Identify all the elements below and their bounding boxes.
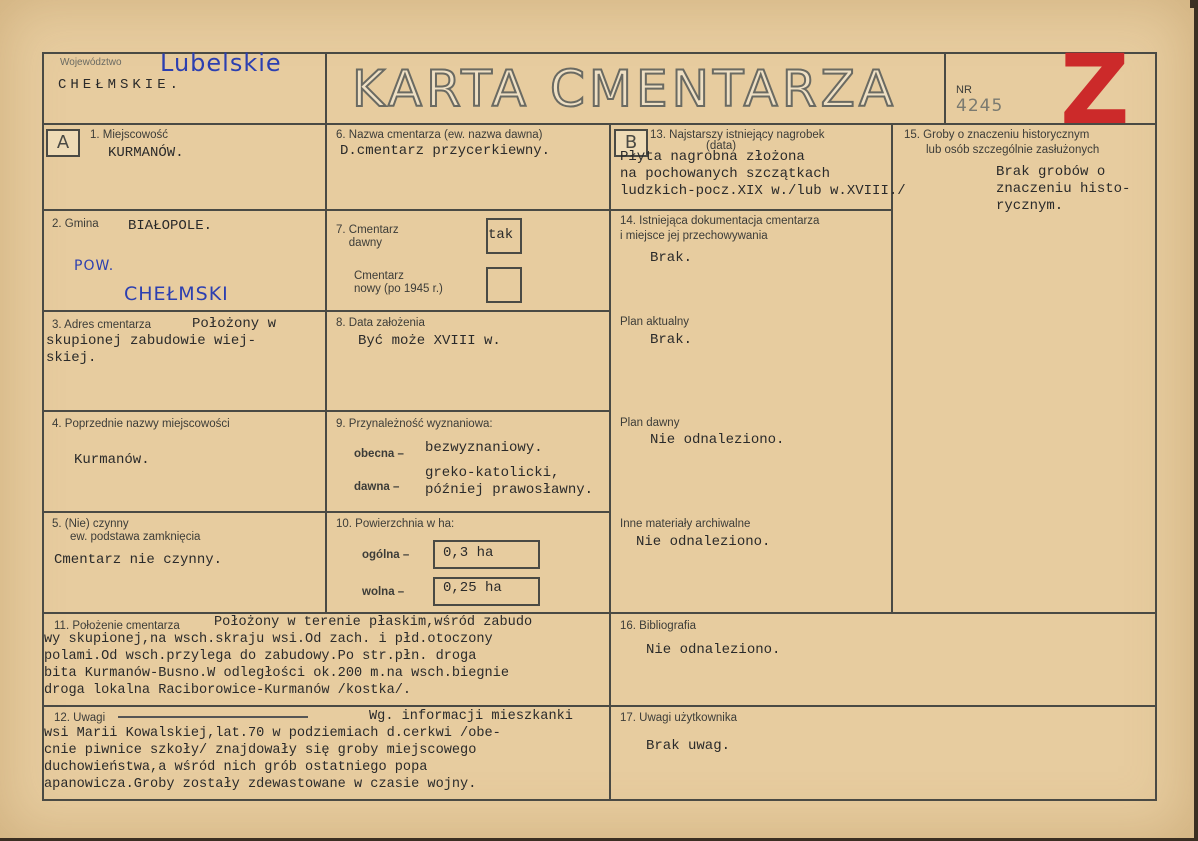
section-b-box: B — [614, 129, 648, 157]
f3-label: 3. Adres cmentarza — [52, 319, 152, 331]
f10-total-value: 0,3 ha — [443, 545, 494, 561]
f2-label: 2. Gmina — [52, 218, 99, 230]
row-line-1 — [42, 209, 610, 211]
f3-value: Położony w skupionej zabudowie wiej- skiej. — [46, 316, 277, 366]
f13-label-2: (data) — [706, 140, 737, 152]
f17-label: 17. Uwagi użytkownika — [620, 712, 737, 724]
f10-free-box — [433, 577, 540, 606]
f1-value: KURMANÓW. — [108, 145, 184, 161]
f1-label: 1. Miejscowość — [90, 129, 168, 141]
col-divider-2 — [609, 123, 611, 800]
f8-label: 8. Data założenia — [336, 317, 425, 329]
f10-total-box — [433, 540, 540, 569]
f12-label: 12. Uwagi — [54, 712, 106, 724]
row-line-2 — [42, 310, 610, 312]
row-line-3 — [42, 410, 610, 412]
f10-label: 10. Powierzchnia w ha: — [336, 518, 455, 530]
f15-value: Brak grobów o znaczeniu histo- rycznym. — [996, 164, 1131, 214]
f9-current-value: bezwyznaniowy. — [425, 440, 543, 456]
f16-value: Nie odnaleziono. — [646, 642, 781, 658]
col-divider-1 — [325, 123, 327, 613]
region-typed: CHEŁMSKIE. — [58, 77, 183, 93]
f17-value: Brak uwag. — [646, 738, 731, 754]
f4-label: 4. Poprzednie nazwy miejscowości — [52, 418, 230, 430]
f13-label-1: 13. Najstarszy istniejący nagrobek — [650, 129, 825, 141]
f10-free-value: 0,25 ha — [443, 580, 502, 596]
header-divider-1 — [325, 52, 327, 124]
f7-new-checkbox — [486, 267, 522, 303]
plan-current-label: Plan aktualny — [620, 316, 690, 328]
frame-bottom — [42, 799, 1156, 801]
f11-value-block: Położony w terenie płaskim,wśród zabudo wy skupionej,na wsch.skraju wsi.Od zach. i płd.otoczony polami.Od wsch.przylega do zabudowy.Po str.płn. droga bita Kurmanów-Busno.W odległości ok.200 m.na wsch.biegnie droga lokalna Raciborowice-Kurmanów /kostka/. — [44, 615, 533, 698]
wojewodztwo-label: Województwo — [60, 57, 122, 68]
f14-label-2: i miejsce jej przechowywania — [620, 230, 768, 242]
f11-label: 11. Położenie cmentarza — [54, 620, 180, 632]
plan-old-label: Plan dawny — [620, 417, 680, 429]
card-title: KARTA CMENTARZA — [352, 60, 898, 118]
nr-value: 4245 — [956, 96, 1004, 116]
header-bottom — [42, 123, 1156, 125]
f13-value: Płyta nagrobna złożona na pochowanych szczątkach ludzkich-pocz.XIX w./lub w.XVIII./ — [620, 149, 906, 199]
f10-total-label: ogólna – — [362, 549, 410, 561]
f9-former-label: dawna – — [354, 481, 400, 493]
f12-value-block: Wg. informacji mieszkanki wsi Marii Kowalskiej,lat.70 w podziemiach d.cerkwi /obe- cnie piwnice szkoły/ znajdowały się groby miejscowego duchowieństwa,a wśród nich grób ostatniego popa apanowicza.Groby zostały zdewastowane w czasie wojny. — [44, 709, 573, 792]
f2-handwritten-pow: POW. — [74, 258, 115, 274]
f9-label: 9. Przynależność wyznaniowa: — [336, 418, 493, 430]
row-line-4 — [42, 511, 610, 513]
f8-value: Być może XVIII w. — [358, 333, 501, 349]
f10-free-label: wolna – — [362, 586, 405, 598]
f2-handwritten-chelmski: CHEŁMSKI — [124, 283, 229, 305]
f15-label-2: lub osób szczególnie zasłużonych — [926, 144, 1100, 156]
f15-label-1: 15. Groby o znaczeniu historycznym — [904, 129, 1090, 141]
nr-label: NR — [956, 84, 972, 96]
plan-old-value: Nie odnaleziono. — [650, 432, 785, 448]
f9-former-value: greko-katolicki, później prawosławny. — [425, 465, 594, 498]
f16-label: 16. Bibliografia — [620, 620, 697, 632]
f9-current-label: obecna – — [354, 448, 404, 460]
f4-value: Kurmanów. — [74, 452, 150, 468]
section-a-box: A — [46, 129, 80, 157]
f5-label-1: 5. (Nie) czynny — [52, 518, 129, 530]
f6-value: D.cmentarz przycerkiewny. — [340, 143, 551, 159]
plan-current-value: Brak. — [650, 332, 693, 348]
wojewodztwo-stamp: Lubelskie — [160, 49, 282, 77]
row-line-b1 — [609, 209, 892, 211]
f7-old-value: tak — [488, 227, 514, 243]
seal-letter: Z — [1060, 34, 1130, 146]
row-line-6 — [42, 705, 1156, 707]
f14-value: Brak. — [650, 250, 693, 266]
f2-value: BIAŁOPOLE. — [128, 218, 213, 234]
archives-value: Nie odnaleziono. — [636, 534, 771, 550]
f7-old-label: 7. Cmentarz dawny — [336, 224, 399, 249]
archives-label: Inne materiały archiwalne — [620, 518, 751, 530]
f5-label-2: ew. podstawa zamknięcia — [70, 531, 201, 543]
f5-value: Cmentarz nie czynny. — [54, 552, 223, 568]
f6-label: 6. Nazwa cmentarza (ew. nazwa dawna) — [336, 129, 543, 141]
f14-label-1: 14. Istniejąca dokumentacja cmentarza — [620, 215, 820, 227]
frame-right — [1155, 52, 1157, 801]
f7-new-label: Cmentarz nowy (po 1945 r.) — [354, 270, 443, 295]
f7-old-checkbox — [486, 218, 522, 254]
header-divider-2 — [944, 52, 946, 124]
